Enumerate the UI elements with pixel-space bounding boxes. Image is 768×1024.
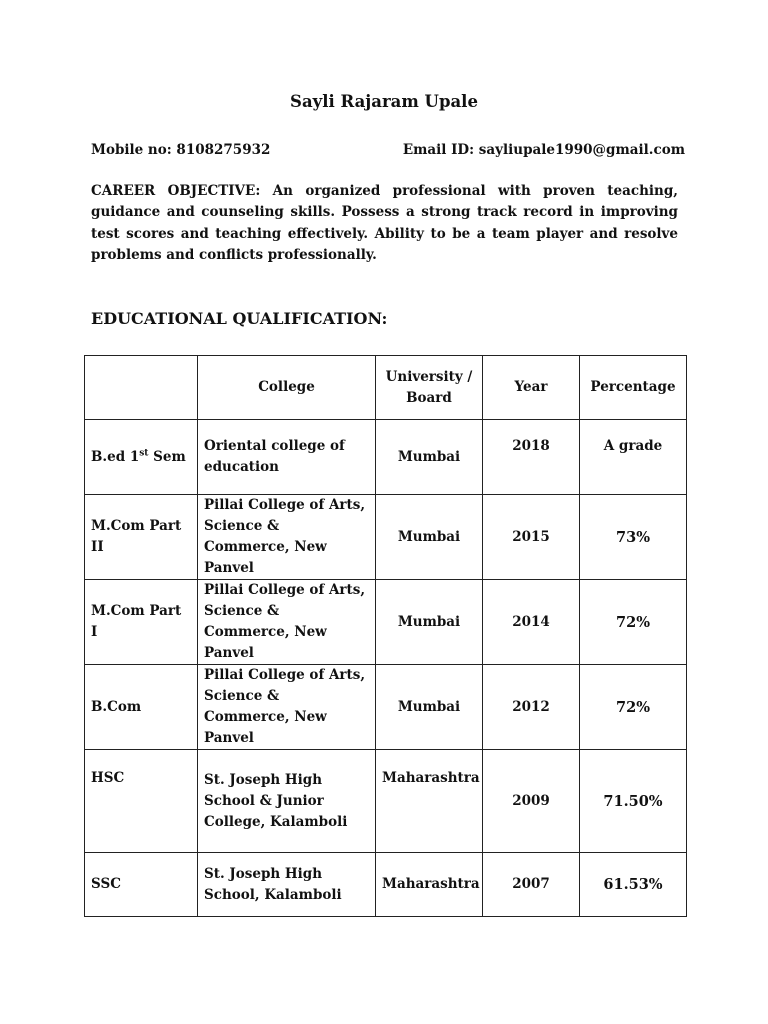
year-cell: 2018 [483,420,580,495]
university-cell: Mumbai [376,495,483,580]
course-cell: M.Com Part II [85,495,198,580]
table-row [85,495,687,580]
university-cell: Mumbai [376,420,483,495]
table-row [85,853,687,917]
table-row [85,580,687,665]
table-header-row [85,356,687,420]
course-cell: SSC [85,853,198,917]
table-row [85,420,687,495]
course-cell: HSC [85,750,198,853]
email-id: Email ID: sayliupale1990@gmail.com [402,142,685,158]
course-cell: M.Com Part I [85,580,198,665]
percentage-cell: 73% [580,495,687,580]
university-cell: Maharashtra [376,750,483,853]
college-cell: Pillai College of Arts, Science & Commerce, New Panvel [198,495,376,580]
percentage-cell: 72% [580,665,687,750]
course-tail: Sem [148,448,186,465]
university-cell: Maharashtra [376,853,483,917]
header-cell-university: University / Board [376,356,483,420]
college-cell: Oriental college of education [198,420,376,495]
header-cell-percentage: Percentage [580,356,687,420]
college-cell: St. Joseph High School, Kalamboli [198,853,376,917]
course-cell [85,420,198,495]
mobile-number: Mobile no: 8108275932 [91,142,271,158]
course-superscript: st [139,448,149,458]
candidate-name: Sayli Rajaram Upale [290,92,478,111]
percentage-cell: 72% [580,580,687,665]
course-main: B.ed 1 [91,448,140,465]
year-cell: 2009 [483,750,580,853]
education-heading: EDUCATIONAL QUALIFICATION: [91,309,388,328]
year-cell: 2007 [483,853,580,917]
percentage-cell: 71.50% [580,750,687,853]
header-cell-year: Year [483,356,580,420]
year-cell: 2012 [483,665,580,750]
college-cell: Pillai College of Arts, Science & Commerce, New Panvel [198,580,376,665]
education-table [84,355,687,917]
course-cell: B.Com [85,665,198,750]
percentage-cell: A grade [580,420,687,495]
university-cell: Mumbai [376,665,483,750]
year-cell: 2014 [483,580,580,665]
table-row [85,750,687,853]
career-objective: CAREER OBJECTIVE: An organized professional with proven teaching, guidance and counseling skills. Possess a strong track record in improving test scores and teaching effectively. Ability to be a team player and resolve problems and conflicts professionally. [91,183,678,263]
header-cell-college: College [198,356,376,420]
header-cell-course [85,356,198,420]
contact-row [91,142,685,162]
college-cell: Pillai College of Arts, Science & Commerce, New Panvel [198,665,376,750]
college-cell: St. Joseph High School & Junior College, Kalamboli [198,750,376,853]
university-cell: Mumbai [376,580,483,665]
percentage-cell: 61.53% [580,853,687,917]
year-cell: 2015 [483,495,580,580]
table-row [85,665,687,750]
